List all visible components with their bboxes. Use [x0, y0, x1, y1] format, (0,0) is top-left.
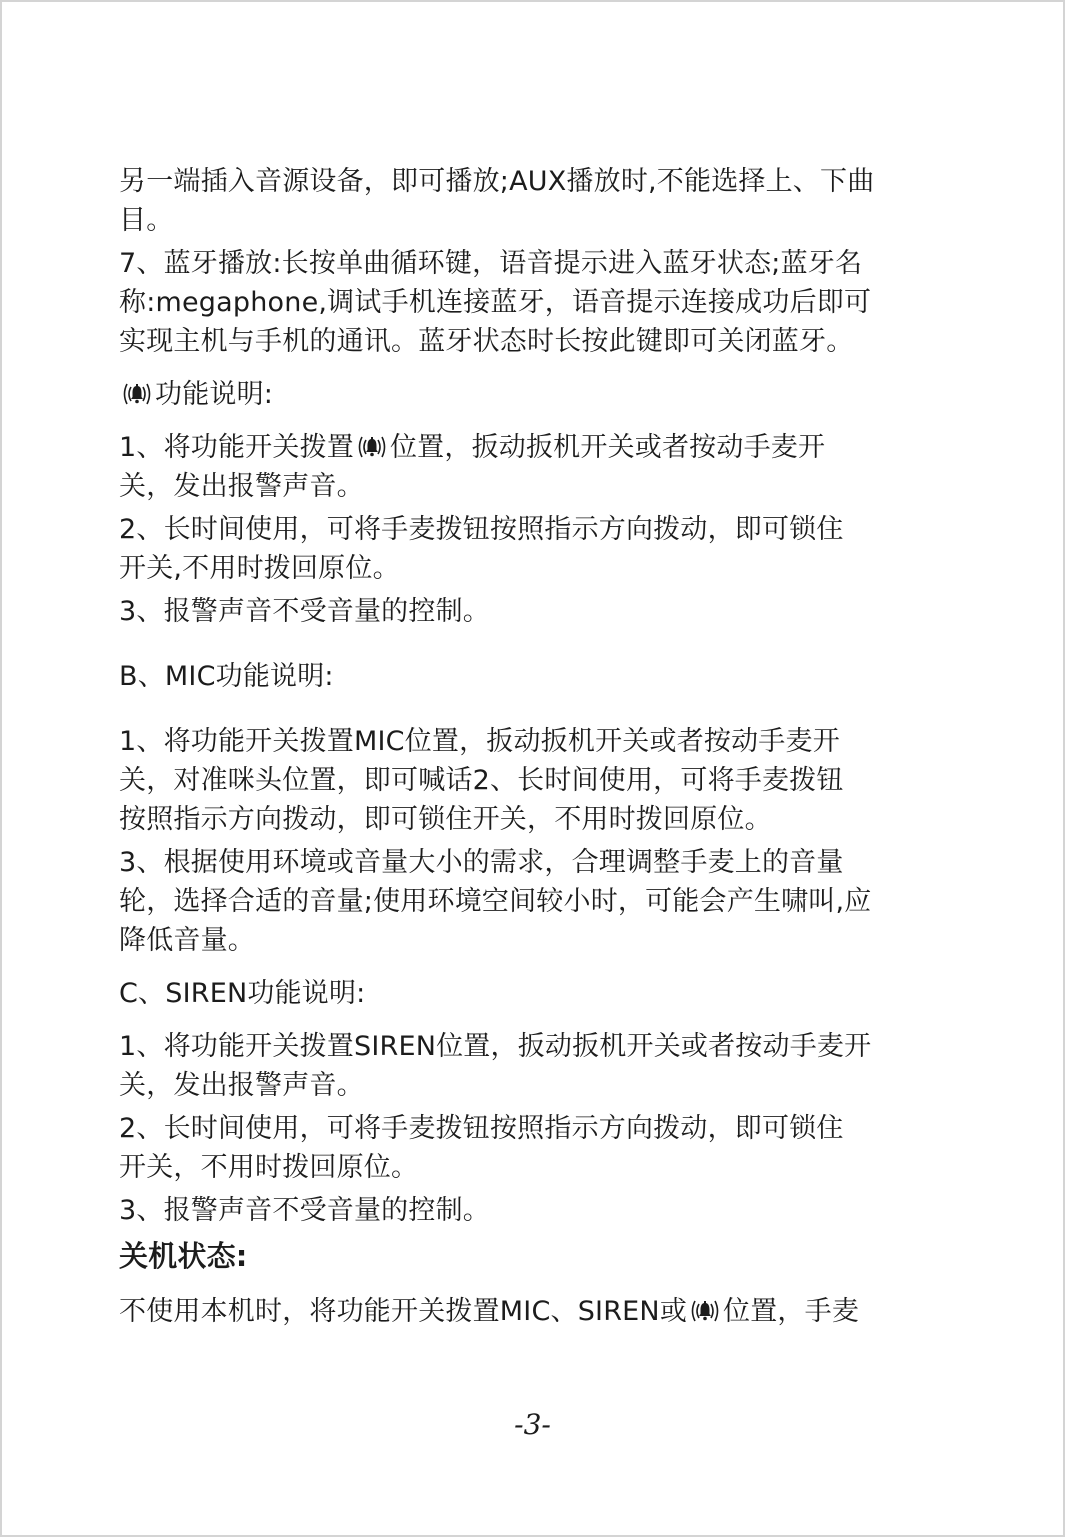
text-line: 关，发出报警声音。 — [119, 471, 364, 502]
section-alarm — [119, 375, 959, 631]
item-text: 位置，扳动扳机开关或者按动手麦开 — [389, 432, 826, 463]
line-text: 不使用本机时，将功能开关拨置MIC、SIREN或 — [119, 1296, 688, 1327]
page-number: -3- — [514, 1408, 551, 1441]
section-heading-alarm — [119, 375, 959, 414]
list-item: 3、报警声音不受音量的控制。 — [119, 596, 490, 627]
text-line: 目。 — [119, 205, 174, 236]
list-item: 3、报警声音不受音量的控制。 — [119, 1195, 490, 1226]
text-line: 开关,不用时拨回原位。 — [119, 553, 400, 584]
text-line: 轮，选择合适的音量;使用环境空间较小时，可能会产生啸叫,应 — [119, 886, 872, 917]
list-item: 2、长时间使用，可将手麦拨钮按照指示方向拨动，即可锁住 — [119, 514, 844, 545]
text-line: 称:megaphone,调试手机连接蓝牙，语音提示连接成功后即可 — [119, 287, 872, 318]
item-text: 1、将功能开关拨置 — [119, 432, 354, 463]
heading-text: 功能说明: — [155, 379, 274, 410]
list-item: 2、长时间使用，可将手麦拨钮按照指示方向拨动，即可锁住 — [119, 1113, 844, 1144]
text-line: 关，对准咪头位置，即可喊话2、长时间使用，可将手麦拨钮 — [119, 765, 844, 796]
text-line: 降低音量。 — [119, 925, 255, 956]
section-heading-mic: B、MIC功能说明: — [119, 661, 334, 692]
text-line: 按照指示方向拨动，即可锁住开关，不用时拨回原位。 — [119, 804, 772, 835]
text-line: 关，发出报警声音。 — [119, 1070, 364, 1101]
text-line — [119, 1292, 959, 1331]
paragraph-bluetooth — [119, 244, 959, 361]
list-item — [119, 428, 959, 467]
section-shutdown — [119, 1234, 959, 1331]
text-line: 实现主机与手机的通讯。蓝牙状态时长按此键即可关闭蓝牙。 — [119, 326, 854, 357]
alarm-bell-icon — [355, 433, 389, 461]
section-siren — [119, 974, 959, 1230]
paragraph-aux — [119, 162, 959, 240]
section-mic — [119, 657, 959, 960]
section-heading-siren: C、SIREN功能说明: — [119, 978, 366, 1009]
list-item: 3、根据使用环境或音量大小的需求，合理调整手麦上的音量 — [119, 847, 844, 878]
list-item: 1、将功能开关拨置MIC位置，扳动扳机开关或者按动手麦开 — [119, 726, 840, 757]
alarm-bell-icon — [120, 380, 154, 408]
text-line: 7、蓝牙播放:长按单曲循环键，语音提示进入蓝牙状态;蓝牙名 — [119, 248, 863, 279]
text-line: 开关，不用时拨回原位。 — [119, 1152, 419, 1183]
list-item: 1、将功能开关拨置SIREN位置，扳动扳机开关或者按动手麦开 — [119, 1031, 872, 1062]
alarm-bell-icon — [688, 1297, 722, 1325]
line-text: 位置，手麦 — [723, 1296, 860, 1327]
section-heading-shutdown: 关机状态: — [119, 1239, 248, 1273]
page-content — [119, 162, 959, 1331]
text-line: 另一端插入音源设备，即可播放;AUX播放时,不能选择上、下曲 — [119, 166, 875, 197]
